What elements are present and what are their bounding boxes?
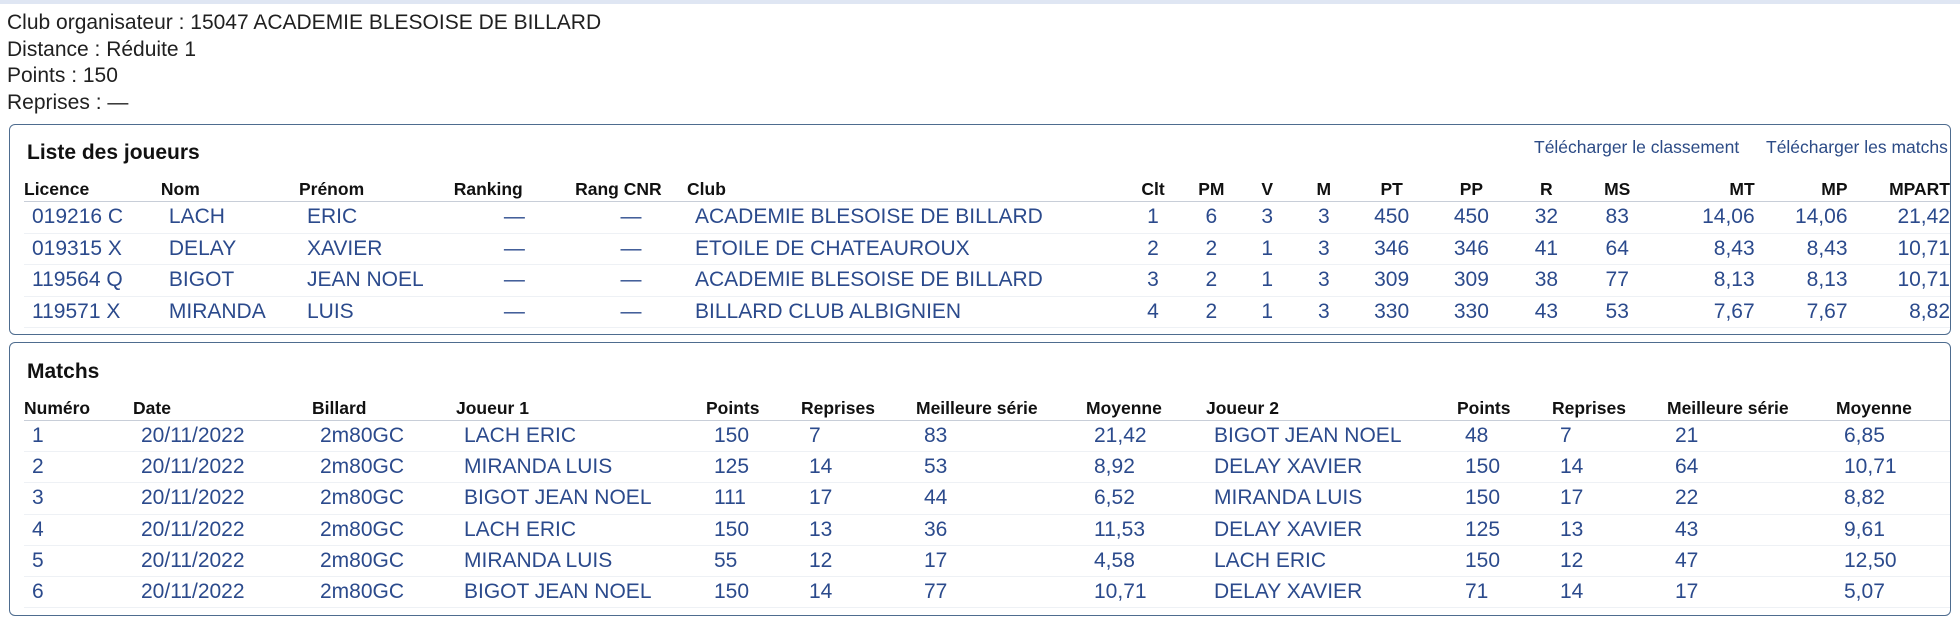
match-joueur1-cell: MIRANDA LUIS	[456, 545, 706, 576]
col-clt[interactable]: Clt	[1123, 177, 1184, 202]
match-moyenne1-cell: 6,52	[1086, 483, 1206, 514]
player-pt-cell: 450	[1352, 202, 1431, 234]
player-mpart-cell: 10,71	[1848, 265, 1950, 297]
matches-title: Matchs	[27, 360, 100, 383]
player-r-cell: 32	[1512, 202, 1581, 234]
match-moyenne1-cell: 10,71	[1086, 576, 1206, 607]
col-points2[interactable]: Points	[1457, 396, 1552, 421]
distance: Distance : Réduite 1	[7, 37, 197, 61]
match-joueur2-cell: MIRANDA LUIS	[1206, 483, 1457, 514]
match-billard-cell: 2m80GC	[312, 421, 456, 452]
player-mt-cell: 8,13	[1654, 265, 1755, 297]
match-billard-cell: 2m80GC	[312, 452, 456, 483]
match-row[interactable]	[24, 483, 1950, 514]
match-serie2-cell: 64	[1667, 452, 1836, 483]
match-reprises2-cell: 14	[1552, 576, 1667, 607]
match-moyenne2-cell: 8,82	[1836, 483, 1950, 514]
match-reprises1-cell: 12	[801, 545, 916, 576]
player-v-cell: 3	[1239, 202, 1295, 234]
match-date-cell: 20/11/2022	[133, 514, 312, 545]
match-reprises1-cell: 14	[801, 452, 916, 483]
col-pm[interactable]: PM	[1183, 177, 1239, 202]
player-prenom-cell: LUIS	[299, 296, 454, 328]
match-joueur2-cell: DELAY XAVIER	[1206, 576, 1457, 607]
match-numero-cell: 1	[24, 421, 133, 452]
match-points2-cell: 125	[1457, 514, 1552, 545]
player-rang-cnr-cell: —	[575, 202, 687, 234]
player-m-cell: 3	[1295, 202, 1352, 234]
player-nom-cell: LACH	[161, 202, 299, 234]
download-matches-link[interactable]: Télécharger les matchs	[1766, 137, 1948, 157]
player-mp-cell: 7,67	[1755, 296, 1848, 328]
match-serie1-cell: 17	[916, 545, 1086, 576]
match-joueur2-cell: LACH ERIC	[1206, 545, 1457, 576]
match-row[interactable]	[24, 576, 1950, 607]
col-r[interactable]: R	[1512, 177, 1581, 202]
col-reprises2[interactable]: Reprises	[1552, 396, 1667, 421]
player-prenom-cell: ERIC	[299, 202, 454, 234]
col-pp[interactable]: PP	[1431, 177, 1512, 202]
match-points2-cell: 71	[1457, 576, 1552, 607]
players-header-row	[24, 177, 1950, 202]
col-pt[interactable]: PT	[1352, 177, 1431, 202]
player-club-cell: ETOILE DE CHATEAUROUX	[687, 233, 1123, 265]
col-moyenne1[interactable]: Moyenne	[1086, 396, 1206, 421]
match-billard-cell: 2m80GC	[312, 576, 456, 607]
match-serie1-cell: 53	[916, 452, 1086, 483]
player-clt-cell: 1	[1123, 202, 1184, 234]
match-moyenne2-cell: 5,07	[1836, 576, 1950, 607]
matches-panel	[9, 342, 1951, 616]
match-points1-cell: 150	[706, 421, 801, 452]
player-mp-cell: 8,43	[1755, 233, 1848, 265]
player-nom-cell: MIRANDA	[161, 296, 299, 328]
player-pp-cell: 346	[1431, 233, 1512, 265]
col-rang-cnr[interactable]: Rang CNR	[575, 177, 687, 202]
match-row[interactable]	[24, 514, 1950, 545]
player-mt-cell: 7,67	[1654, 296, 1755, 328]
col-ranking[interactable]: Ranking	[454, 177, 575, 202]
match-billard-cell: 2m80GC	[312, 483, 456, 514]
col-serie2[interactable]: Meilleure série	[1667, 396, 1836, 421]
match-points1-cell: 150	[706, 576, 801, 607]
matches-header-row	[24, 396, 1950, 421]
match-serie1-cell: 44	[916, 483, 1086, 514]
reprises: Reprises : —	[7, 90, 129, 114]
player-ranking-cell: —	[454, 296, 575, 328]
match-serie2-cell: 22	[1667, 483, 1836, 514]
match-reprises2-cell: 17	[1552, 483, 1667, 514]
match-joueur1-cell: BIGOT JEAN NOEL	[456, 483, 706, 514]
match-serie2-cell: 17	[1667, 576, 1836, 607]
player-mpart-cell: 21,42	[1848, 202, 1950, 234]
col-joueur1[interactable]: Joueur 1	[456, 396, 706, 421]
players-table	[24, 177, 1950, 328]
player-row[interactable]	[24, 233, 1950, 265]
match-points2-cell: 48	[1457, 421, 1552, 452]
match-points2-cell: 150	[1457, 483, 1552, 514]
matches-table	[24, 396, 1950, 608]
match-numero-cell: 2	[24, 452, 133, 483]
player-pm-cell: 2	[1183, 296, 1239, 328]
match-joueur1-cell: BIGOT JEAN NOEL	[456, 576, 706, 607]
match-numero-cell: 3	[24, 483, 133, 514]
match-joueur1-cell: LACH ERIC	[456, 421, 706, 452]
col-nom[interactable]: Nom	[161, 177, 299, 202]
match-reprises1-cell: 13	[801, 514, 916, 545]
player-rang-cnr-cell: —	[575, 265, 687, 297]
player-clt-cell: 4	[1123, 296, 1184, 328]
player-pm-cell: 2	[1183, 233, 1239, 265]
match-joueur1-cell: LACH ERIC	[456, 514, 706, 545]
player-rang-cnr-cell: —	[575, 233, 687, 265]
col-licence[interactable]: Licence	[24, 177, 161, 202]
player-mt-cell: 14,06	[1654, 202, 1755, 234]
col-billard[interactable]: Billard	[312, 396, 456, 421]
col-m[interactable]: M	[1295, 177, 1352, 202]
player-row[interactable]	[24, 265, 1950, 297]
player-licence-cell: 119571 X	[24, 296, 161, 328]
player-pt-cell: 330	[1352, 296, 1431, 328]
player-pt-cell: 346	[1352, 233, 1431, 265]
match-reprises1-cell: 7	[801, 421, 916, 452]
match-reprises2-cell: 12	[1552, 545, 1667, 576]
player-ms-cell: 64	[1581, 233, 1654, 265]
player-club-cell: BILLARD CLUB ALBIGNIEN	[687, 296, 1123, 328]
player-m-cell: 3	[1295, 296, 1352, 328]
match-billard-cell: 2m80GC	[312, 545, 456, 576]
match-points1-cell: 55	[706, 545, 801, 576]
col-v[interactable]: V	[1239, 177, 1295, 202]
match-serie1-cell: 77	[916, 576, 1086, 607]
match-serie2-cell: 21	[1667, 421, 1836, 452]
col-joueur2[interactable]: Joueur 2	[1206, 396, 1457, 421]
match-reprises1-cell: 17	[801, 483, 916, 514]
match-joueur2-cell: BIGOT JEAN NOEL	[1206, 421, 1457, 452]
col-mp[interactable]: MP	[1755, 177, 1848, 202]
players-title: Liste des joueurs	[27, 141, 200, 164]
organizer-club: Club organisateur : 15047 ACADEMIE BLESOISE DE BILLARD	[7, 11, 602, 34]
player-prenom-cell: JEAN NOEL	[299, 265, 454, 297]
match-billard-cell: 2m80GC	[312, 514, 456, 545]
match-row[interactable]	[24, 452, 1950, 483]
col-date[interactable]: Date	[133, 396, 312, 421]
player-ranking-cell: —	[454, 233, 575, 265]
player-ms-cell: 53	[1581, 296, 1654, 328]
col-mt[interactable]: MT	[1654, 177, 1755, 202]
match-numero-cell: 5	[24, 545, 133, 576]
match-moyenne1-cell: 21,42	[1086, 421, 1206, 452]
player-clt-cell: 2	[1123, 233, 1184, 265]
match-moyenne2-cell: 6,85	[1836, 421, 1950, 452]
match-reprises2-cell: 7	[1552, 421, 1667, 452]
match-joueur2-cell: DELAY XAVIER	[1206, 514, 1457, 545]
match-points1-cell: 150	[706, 514, 801, 545]
player-licence-cell: 019315 X	[24, 233, 161, 265]
player-pt-cell: 309	[1352, 265, 1431, 297]
col-numero[interactable]: Numéro	[24, 396, 133, 421]
col-reprises1[interactable]: Reprises	[801, 396, 916, 421]
match-moyenne1-cell: 4,58	[1086, 545, 1206, 576]
player-clt-cell: 3	[1123, 265, 1184, 297]
col-moyenne2[interactable]: Moyenne	[1836, 396, 1950, 421]
match-points1-cell: 125	[706, 452, 801, 483]
col-prenom[interactable]: Prénom	[299, 177, 454, 202]
player-ranking-cell: —	[454, 265, 575, 297]
match-joueur1-cell: MIRANDA LUIS	[456, 452, 706, 483]
player-mp-cell: 14,06	[1755, 202, 1848, 234]
match-date-cell: 20/11/2022	[133, 421, 312, 452]
match-row[interactable]	[24, 545, 1950, 576]
col-club[interactable]: Club	[687, 177, 1123, 202]
match-joueur2-cell: DELAY XAVIER	[1206, 452, 1457, 483]
player-club-cell: ACADEMIE BLESOISE DE BILLARD	[687, 265, 1123, 297]
player-v-cell: 1	[1239, 265, 1295, 297]
player-ms-cell: 83	[1581, 202, 1654, 234]
player-ranking-cell: —	[454, 202, 575, 234]
player-mt-cell: 8,43	[1654, 233, 1755, 265]
player-r-cell: 38	[1512, 265, 1581, 297]
player-m-cell: 3	[1295, 265, 1352, 297]
match-points2-cell: 150	[1457, 452, 1552, 483]
player-prenom-cell: XAVIER	[299, 233, 454, 265]
player-licence-cell: 019216 C	[24, 202, 161, 234]
match-moyenne2-cell: 10,71	[1836, 452, 1950, 483]
player-club-cell: ACADEMIE BLESOISE DE BILLARD	[687, 202, 1123, 234]
match-moyenne1-cell: 11,53	[1086, 514, 1206, 545]
match-moyenne1-cell: 8,92	[1086, 452, 1206, 483]
match-date-cell: 20/11/2022	[133, 483, 312, 514]
player-mpart-cell: 10,71	[1848, 233, 1950, 265]
player-pm-cell: 6	[1183, 202, 1239, 234]
match-date-cell: 20/11/2022	[133, 452, 312, 483]
player-pm-cell: 2	[1183, 265, 1239, 297]
match-serie2-cell: 43	[1667, 514, 1836, 545]
match-numero-cell: 6	[24, 576, 133, 607]
match-serie1-cell: 36	[916, 514, 1086, 545]
match-serie1-cell: 83	[916, 421, 1086, 452]
col-mpart[interactable]: MPART	[1848, 177, 1950, 202]
player-r-cell: 43	[1512, 296, 1581, 328]
player-mp-cell: 8,13	[1755, 265, 1848, 297]
match-moyenne2-cell: 9,61	[1836, 514, 1950, 545]
col-serie1[interactable]: Meilleure série	[916, 396, 1086, 421]
match-points1-cell: 111	[706, 483, 801, 514]
player-pp-cell: 330	[1431, 296, 1512, 328]
player-pp-cell: 309	[1431, 265, 1512, 297]
match-reprises2-cell: 13	[1552, 514, 1667, 545]
player-r-cell: 41	[1512, 233, 1581, 265]
competition-info	[0, 4, 1960, 116]
match-row[interactable]	[24, 421, 1950, 452]
player-row[interactable]	[24, 202, 1950, 234]
match-numero-cell: 4	[24, 514, 133, 545]
col-points1[interactable]: Points	[706, 396, 801, 421]
col-ms[interactable]: MS	[1581, 177, 1654, 202]
player-rang-cnr-cell: —	[575, 296, 687, 328]
players-panel	[9, 124, 1951, 335]
match-date-cell: 20/11/2022	[133, 545, 312, 576]
player-nom-cell: DELAY	[161, 233, 299, 265]
match-points2-cell: 150	[1457, 545, 1552, 576]
match-reprises1-cell: 14	[801, 576, 916, 607]
player-mpart-cell: 8,82	[1848, 296, 1950, 328]
points: Points : 150	[7, 64, 118, 87]
player-ms-cell: 77	[1581, 265, 1654, 297]
match-serie2-cell: 47	[1667, 545, 1836, 576]
player-v-cell: 1	[1239, 296, 1295, 328]
download-ranking-link[interactable]: Télécharger le classement	[1534, 137, 1740, 157]
match-moyenne2-cell: 12,50	[1836, 545, 1950, 576]
player-row[interactable]	[24, 296, 1950, 328]
player-licence-cell: 119564 Q	[24, 265, 161, 297]
player-pp-cell: 450	[1431, 202, 1512, 234]
player-nom-cell: BIGOT	[161, 265, 299, 297]
match-reprises2-cell: 14	[1552, 452, 1667, 483]
player-m-cell: 3	[1295, 233, 1352, 265]
match-date-cell: 20/11/2022	[133, 576, 312, 607]
player-v-cell: 1	[1239, 233, 1295, 265]
